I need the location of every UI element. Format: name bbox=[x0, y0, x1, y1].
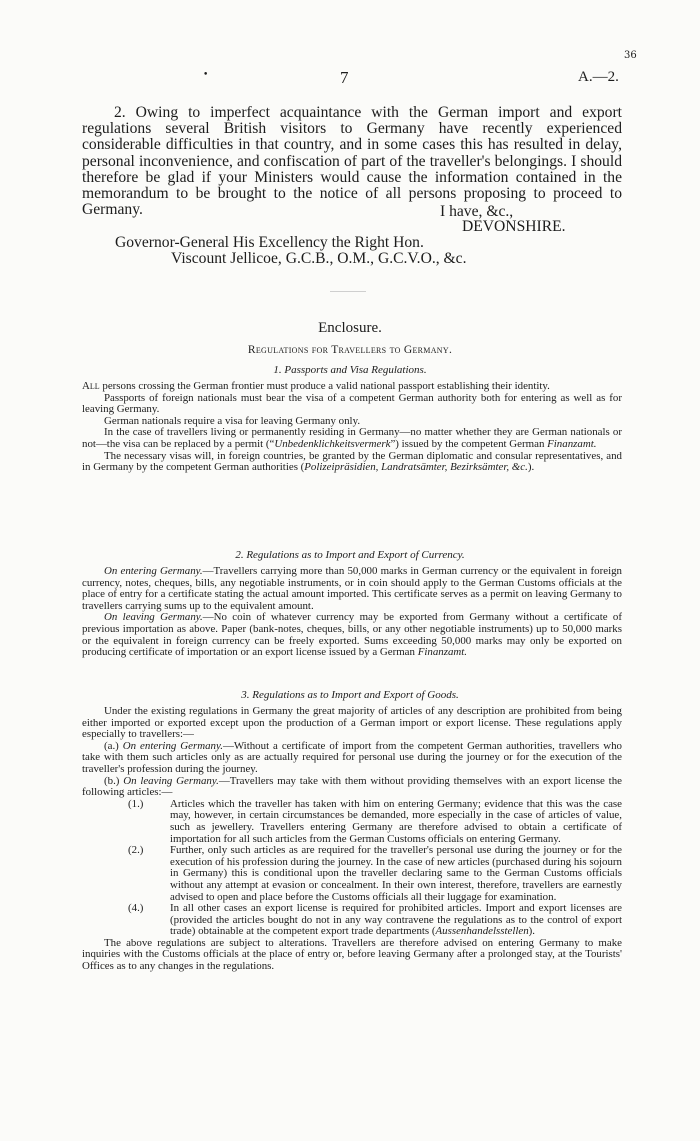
list-item bbox=[82, 903, 622, 938]
page-bullet: • bbox=[203, 70, 209, 80]
s1-paragraph-2: Passports of foreign nationals must bear the visa of a competent German authority both for entering as well as for leaving Germany. bbox=[82, 391, 622, 416]
section-3-body bbox=[82, 706, 622, 973]
list-item bbox=[82, 799, 622, 845]
s3-item-b bbox=[82, 776, 622, 799]
s2-paragraph-2 bbox=[82, 612, 622, 658]
s1-paragraph-3: German nationals require a visa for leaving Germany only. bbox=[104, 414, 361, 427]
section-1-heading: 1. Passports and Visa Regulations. bbox=[273, 364, 427, 376]
s1-paragraph-1 bbox=[82, 381, 622, 393]
section-3-heading: 3. Regulations as to Import and Export of Goods. bbox=[241, 689, 459, 701]
regulations-title: Regulations for Travellers to Germany. bbox=[247, 344, 453, 356]
s1-p1-text: persons crossing the German frontier must produce a valid national passport establishing their identity. bbox=[102, 380, 550, 392]
section-1-body bbox=[82, 381, 622, 474]
s3-paragraph-1: Under the existing regulations in Germany the great majority of articles of any description are prohibited from being either imported or exported except upon the production of a German import or export license. These regulations apply especially to travellers:— bbox=[82, 705, 622, 741]
letter-paragraph bbox=[82, 105, 622, 218]
section-divider bbox=[330, 291, 366, 292]
s2-p2-text: —No coin of whatever currency may be exported from Germany without a certificate of previous importation as above. Paper (bank-notes, cheques, bills, or any other negotiable instruments) up to 50,000 marks or the equivalent in foreign currency can be freely exported. Sums exceeding 50,000 marks may only be exported on producing certificate of importation or an export license issued by a German bbox=[82, 611, 622, 659]
letter-signer: DEVONSHIRE. bbox=[462, 218, 566, 235]
list-item-number: (2.) bbox=[128, 844, 144, 857]
s2-p2-lead: On leaving Germany. bbox=[104, 611, 203, 624]
corner-mark: 36 bbox=[624, 50, 637, 61]
list-item-number: (4.) bbox=[128, 902, 144, 915]
section-2-body bbox=[82, 566, 622, 659]
section-2-heading: 2. Regulations as to Import and Export of Currency. bbox=[235, 549, 465, 561]
list-item-number: (1.) bbox=[128, 797, 144, 810]
s3-item-a bbox=[82, 741, 622, 776]
document-reference: A.—2. bbox=[578, 69, 619, 85]
s3-b-text: —Travellers may take with them without providing themselves with an export license the following articles:— bbox=[82, 774, 622, 799]
s2-p1-text: —Travellers carrying more than 50,000 marks in German currency or the equivalent in foreign currency, notes, cheques, bills, any negotiable instruments, or in coin should apply to the German Customs officials at the place of entry for a certificate stating the actual amount imported. This certificate serves as a permit on leaving Germany to travellers carrying sums up to the equivalent amount. bbox=[82, 565, 623, 612]
s3-b-num: (b.) bbox=[104, 774, 120, 787]
s1-p4-b: ”) issued by the competent German bbox=[390, 437, 545, 450]
list-item-text: Further, only such articles as are required for the traveller's personal use during the journey or for the execution of his profession during the journey. In the case of new articles (purchased during his sojourn in Germany) this is conditional upon the traveller declaring same to the German Customs officials without any attempt at evasion or concealment. In their own interest, therefore, travellers are earnestly advised to open and place before the Customs officials all their luggage for examination. bbox=[170, 844, 622, 903]
s1-p4-term2: Finanzamt. bbox=[547, 437, 597, 450]
list-item bbox=[82, 845, 622, 903]
letter-body: 2. Owing to imperfect acquaintance with the German import and export regulations several British visitors to Germany have recently experienced considerable difficulties in that country, and in some cases this has resulted in delay, personal inconvenience, and confiscation of part of the traveller's belongings. I should therefore be glad if your Ministers would cause the information contained in the memorandum to be brought to the notice of all persons proposing to proceed to Germany. bbox=[82, 104, 622, 219]
s3-a-text: —Without a certificate of import from the competent German authorities, travellers who take with them such articles only as are actually required for personal use during the journey or for the execution of the traveller's profession during the journey. bbox=[82, 739, 622, 775]
s3-a-num: (a.) bbox=[104, 739, 119, 752]
list-item-term: Aussenhandelsstellen bbox=[435, 925, 529, 938]
addressee-line-1: Governor-General His Excellency the Right Hon. bbox=[115, 234, 424, 251]
list-item-text-a: In all other cases an export license is required for prohibited articles. Import and export licenses are (provided the articles bought do not in any way contravene the regulations as to the control of export trade) obtainable at the competent export trade departments ( bbox=[170, 902, 622, 938]
list-item-text-b: ). bbox=[528, 925, 536, 938]
s2-p1-lead: On entering Germany. bbox=[104, 565, 203, 577]
s2-paragraph-1 bbox=[82, 566, 622, 612]
s1-paragraph-4 bbox=[82, 427, 622, 450]
s1-p5-b: ). bbox=[527, 461, 535, 474]
s1-paragraph-5 bbox=[82, 451, 622, 474]
s1-p5-term: Polizeipräsidien, Landratsämter, Bezirksämter, &c. bbox=[304, 461, 528, 474]
s1-p5-a: The necessary visas will, in foreign countries, be granted by the German diplomatic and consular representatives, and in Germany by the competent German authorities ( bbox=[82, 449, 622, 474]
addressee-line-2: Viscount Jellicoe, G.C.B., O.M., G.C.V.O., &c. bbox=[171, 250, 467, 267]
s1-p4-a: In the case of travellers living or permanently residing in Germany—no matter whether they are German nationals or not—the visa can be replaced by a permit (“ bbox=[82, 426, 622, 450]
s3-b-lead: On leaving Germany. bbox=[123, 774, 219, 787]
page-number: 7 bbox=[340, 68, 349, 87]
s1-p1-lead: All bbox=[82, 380, 100, 392]
letter-closing: I have, &c., bbox=[440, 203, 514, 220]
enclosure-title: Enclosure. bbox=[318, 320, 382, 336]
s2-p2-term: Finanzamt. bbox=[417, 646, 468, 659]
s3-articles-list bbox=[82, 799, 622, 938]
s3-a-lead: On entering Germany. bbox=[122, 739, 223, 752]
list-item-text: Articles which the traveller has taken with him on entering Germany; evidence that this was the case may, however, in certain circumstances be demanded, more especially in the case of articles of value, such as jewellery. Travellers entering Germany are therefore advised to obtain a certificate of importation for all such articles from the German Customs officials on entering Germany. bbox=[170, 797, 622, 845]
s1-p4-term: Unbedenklichkeitsvermerk bbox=[274, 437, 391, 450]
s3-closing-paragraph: The above regulations are subject to alterations. Travellers are therefore advised on entering Germany to make inquiries with the Customs officials at the place of entry or, before leaving Germany after a prolonged stay, at the Tourists' Offices as to any changes in the regulations. bbox=[82, 936, 622, 973]
